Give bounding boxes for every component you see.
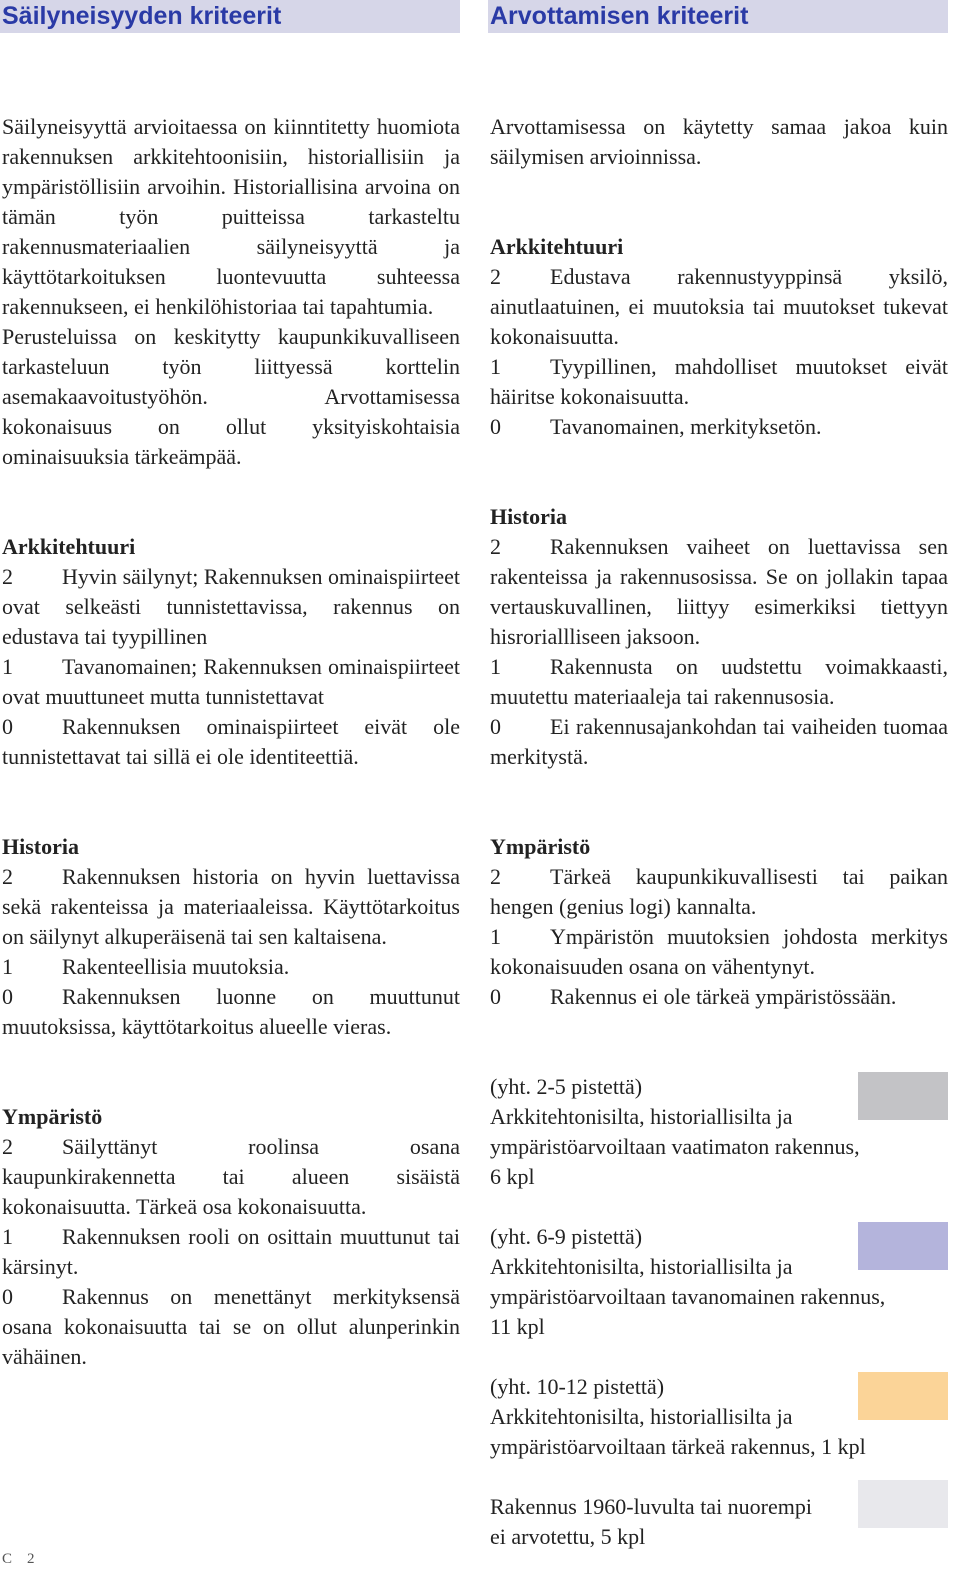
left-section-architecture (2, 532, 460, 772)
criterion-number: 1 (2, 954, 13, 979)
criterion-item (490, 652, 948, 712)
section-title: Ympäristö (2, 1104, 103, 1129)
criterion-text: Rakennusta on uudstettu voimakkaasti, muutettu materiaaleja tai rakennusosia. (490, 654, 948, 709)
score-band-high (490, 1372, 948, 1462)
left-intro-2: Perusteluissa on keskitytty kaupunkikuvalliseen tarkasteluun työn liittyessä korttelin asemakaavoitustyöhön. Arvottamisessa kokonaisuus on ollut yksityiskohtaisia ominaisuuksia tärkeämpää. (2, 324, 460, 469)
criterion-number: 0 (2, 714, 13, 739)
left-column (2, 112, 460, 1372)
criterion-text: Ei rakennusajankohdan tai vaiheiden tuomaa merkitystä. (490, 714, 948, 769)
criterion-number: 2 (2, 864, 13, 889)
criterion-item (2, 1282, 460, 1372)
criterion-item (490, 862, 948, 922)
right-column (490, 112, 948, 1552)
section-title: Arkkitehtuuri (490, 234, 624, 259)
criterion-text: Tärkeä kaupunkikuvallisesti tai paikan hengen (genius logi) kannalta. (490, 864, 948, 919)
score-desc: ympäristöarvoiltaan vaatimaton rakennus, (490, 1134, 860, 1159)
criterion-number: 0 (490, 414, 501, 439)
criterion-number: 0 (490, 984, 501, 1009)
section-title: Historia (2, 834, 79, 859)
unrated-line: Rakennus 1960-luvulta tai nuorempi (490, 1494, 812, 1519)
criterion-number: 0 (2, 984, 13, 1009)
score-band-medium (490, 1222, 948, 1342)
score-desc: Arkkitehtonisilta, historiallisilta ja (490, 1254, 793, 1279)
score-band-low (490, 1072, 948, 1192)
score-desc: ympäristöarvoiltaan tavanomainen rakennus, (490, 1284, 886, 1309)
right-intro: Arvottamisessa on käytetty samaa jakoa kuin säilymisen arvioinnissa. (490, 114, 948, 169)
criterion-text: Ympäristön muutoksien johdosta merkitys kokonaisuuden osana on vähentynyt. (490, 924, 948, 979)
criterion-item (490, 262, 948, 352)
section-title: Arkkitehtuuri (2, 534, 136, 559)
score-range: (yht. 10-12 pistettä) (490, 1374, 665, 1399)
criterion-text: Rakennuksen ominaispiirteet eivät ole tunnistettavat tai sillä ei ole identiteettiä. (2, 714, 460, 769)
criterion-item (490, 922, 948, 982)
right-section-history (490, 502, 948, 772)
unrated-line: ei arvotettu, 5 kpl (490, 1524, 646, 1549)
color-swatch-orange (858, 1372, 948, 1420)
left-section-environment (2, 1102, 460, 1372)
criterion-item (2, 982, 460, 1042)
score-range: (yht. 2-5 pistettä) (490, 1074, 643, 1099)
criterion-text: Tavanomainen; Rakennuksen ominaispiirteet ovat muuttuneet mutta tunnistettavat (2, 654, 460, 709)
score-range: (yht. 6-9 pistettä) (490, 1224, 643, 1249)
criterion-text: Rakenteellisia muutoksia. (62, 954, 290, 979)
criterion-number: 1 (2, 1224, 13, 1249)
score-desc: Arkkitehtonisilta, historiallisilta ja (490, 1404, 793, 1429)
right-section-environment (490, 832, 948, 1012)
criterion-text: Tavanomainen, merkityksetön. (550, 414, 822, 439)
header-right: Arvottamisen kriteerit (488, 0, 948, 33)
criterion-number: 1 (490, 654, 501, 679)
criterion-text: Rakennuksen luonne on muuttunut muutoksissa, käyttötarkoitus alueelle vieras. (2, 984, 460, 1039)
section-title: Historia (490, 504, 567, 529)
section-title: Ympäristö (490, 834, 591, 859)
left-intro-1: Säilyneisyyttä arvioitaessa on kiinntitetty huomiota rakennuksen arkkitehtoonisiin, historiallisiin ja ympäristöllisiin arvoihin. Historiallisina arvoina on tämän työn puitteissa tarkasteltu rakennusmateriaalien säilyneisyyttä ja käyttötarkoituksen luontevuutta suhteessa rakennukseen, ei henkilöhistoriaa tai tapahtumia. (2, 114, 460, 319)
criterion-text: Hyvin säilynyt; Rakennuksen ominaispiirteet ovat selkeästi tunnistettavissa, rakennus on edustava tai tyypillinen (2, 564, 460, 649)
criterion-number: 1 (490, 354, 501, 379)
criterion-text: Rakennuksen historia on hyvin luettavissa sekä rakenteissa ja materiaaleissa. Käyttötarkoitus on säilynyt alkuperäisenä tai sen kaltaisena. (2, 864, 460, 949)
criterion-text: Rakennus ei ole tärkeä ympäristössään. (550, 984, 897, 1009)
right-section-architecture (490, 232, 948, 442)
criterion-number: 0 (2, 1284, 13, 1309)
criterion-item (2, 712, 460, 772)
criterion-text: Rakennus on menettänyt merkityksensä osana kokonaisuutta tai se on ollut alunperinkin vähäinen. (2, 1284, 460, 1369)
criterion-item (490, 412, 948, 442)
criterion-item (490, 532, 948, 652)
score-desc: Arkkitehtonisilta, historiallisilta ja (490, 1104, 793, 1129)
criterion-item (2, 952, 460, 982)
criterion-item (490, 982, 948, 1012)
criterion-number: 0 (490, 714, 501, 739)
header-left: Säilyneisyyden kriteerit (0, 0, 460, 33)
color-swatch-light (858, 1480, 948, 1528)
criterion-number: 2 (2, 1134, 13, 1159)
criterion-number: 2 (490, 534, 501, 559)
footer-letter: C (2, 1551, 14, 1567)
criterion-text: Edustava rakennustyyppinsä yksilö, ainutlaatuinen, ei muutoksia tai muutokset tukevat kokonaisuutta. (490, 264, 948, 349)
page-footer (2, 1551, 50, 1568)
criterion-number: 2 (490, 264, 501, 289)
criterion-item (2, 652, 460, 712)
criterion-item (2, 562, 460, 652)
score-count: 6 kpl (490, 1164, 535, 1189)
criterion-item (2, 1222, 460, 1282)
criterion-item (2, 862, 460, 952)
criterion-item (490, 712, 948, 772)
left-section-history (2, 832, 460, 1042)
unrated-note (490, 1492, 948, 1552)
criterion-number: 1 (490, 924, 501, 949)
page-number: 2 (27, 1551, 36, 1567)
criterion-text: Rakennuksen vaiheet on luettavissa sen rakenteissa ja rakennusosissa. Se on jollakin tapaa vertauskuvallinen, liittyy esimerkiksi tiettyyn hisroriallliseen jaksoon. (490, 534, 948, 649)
criterion-text: Tyypillinen, mahdolliset muutokset eivät häiritse kokonaisuutta. (490, 354, 948, 409)
criterion-number: 2 (490, 864, 501, 889)
criterion-text: Säilyttänyt roolinsa osana kaupunkirakennetta tai alueen sisäistä kokonaisuutta. Tärkeä osa kokonaisuutta. (2, 1134, 460, 1219)
criterion-item (2, 1132, 460, 1222)
color-swatch-lavender (858, 1222, 948, 1270)
criterion-item (490, 352, 948, 412)
criterion-text: Rakennuksen rooli on osittain muuttunut tai kärsinyt. (2, 1224, 460, 1279)
score-count: 11 kpl (490, 1314, 545, 1339)
score-desc: ympäristöarvoiltaan tärkeä rakennus, 1 kpl (490, 1434, 866, 1459)
color-swatch-gray (858, 1072, 948, 1120)
criterion-number: 2 (2, 564, 13, 589)
criterion-number: 1 (2, 654, 13, 679)
